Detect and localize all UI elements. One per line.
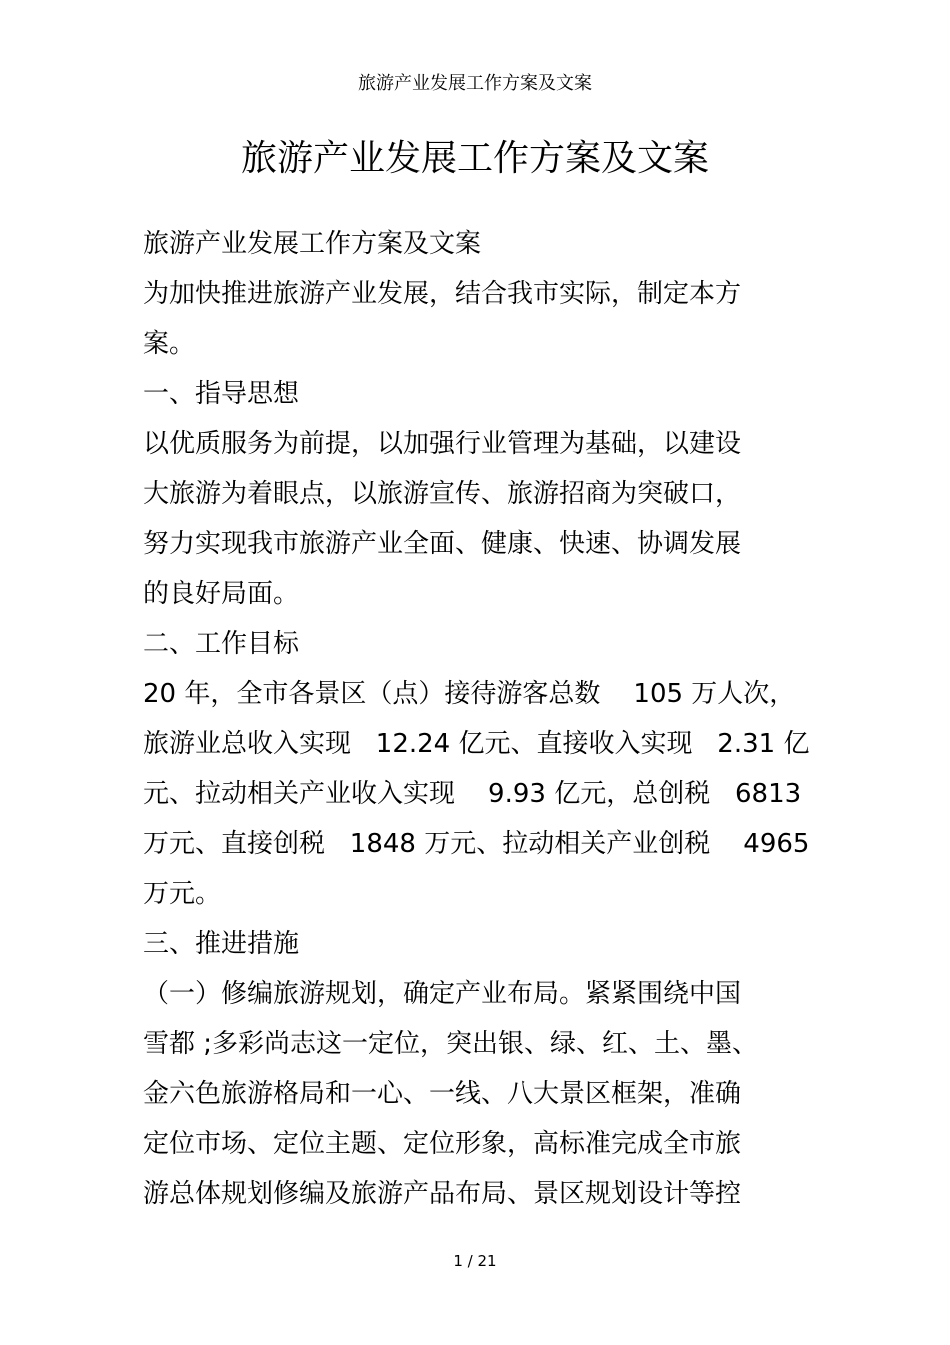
text-line: 20 年，全市各景区（点）接待游客总数 105 万人次， xyxy=(143,679,796,709)
text-line: 万元、直接创税 1848 万元、拉动相关产业创税 4965 xyxy=(143,829,810,859)
text-line: 以优质服务为前提，以加强行业管理为基础，以建设 xyxy=(143,429,742,459)
text-line: 大旅游为着眼点，以旅游宣传、旅游招商为突破口， xyxy=(143,479,742,509)
text-line: 旅游产业发展工作方案及文案 xyxy=(143,229,482,259)
section-heading: 三、推进措施 xyxy=(143,929,300,959)
text-line: 案。 xyxy=(143,329,196,359)
page-number: 1 / 21 xyxy=(453,1252,497,1270)
section-heading: 二、工作目标 xyxy=(143,629,300,659)
text-line: （一）修编旅游规划，确定产业布局。紧紧围绕中国 xyxy=(143,979,742,1009)
text-line: 万元。 xyxy=(143,879,222,909)
body-text xyxy=(143,219,823,1219)
section-heading: 一、指导思想 xyxy=(143,379,300,409)
text-line: 游总体规划修编及旅游产品布局、景区规划设计等控 xyxy=(143,1179,742,1209)
text-line: 努力实现我市旅游产业全面、健康、快速、协调发展 xyxy=(143,529,742,559)
text-line: 定位市场、定位主题、定位形象，高标准完成全市旅 xyxy=(143,1129,742,1159)
text-line: 的良好局面。 xyxy=(143,579,300,609)
text-line: 金六色旅游格局和一心、一线、八大景区框架，准确 xyxy=(143,1079,742,1109)
text-line: 旅游业总收入实现 12.24 亿元、直接收入实现 2.31 亿 xyxy=(143,729,810,759)
text-line: 为加快推进旅游产业发展，结合我市实际，制定本方 xyxy=(143,279,742,309)
text-line: 雪都 ;多彩尚志这一定位，突出银、绿、红、土、墨、 xyxy=(143,1029,759,1059)
text-line: 元、拉动相关产业收入实现 9.93 亿元，总创税 6813 xyxy=(143,779,802,809)
running-header: 旅游产业发展工作方案及文案 xyxy=(358,73,592,94)
document-title: 旅游产业发展工作方案及文案 xyxy=(240,138,709,179)
